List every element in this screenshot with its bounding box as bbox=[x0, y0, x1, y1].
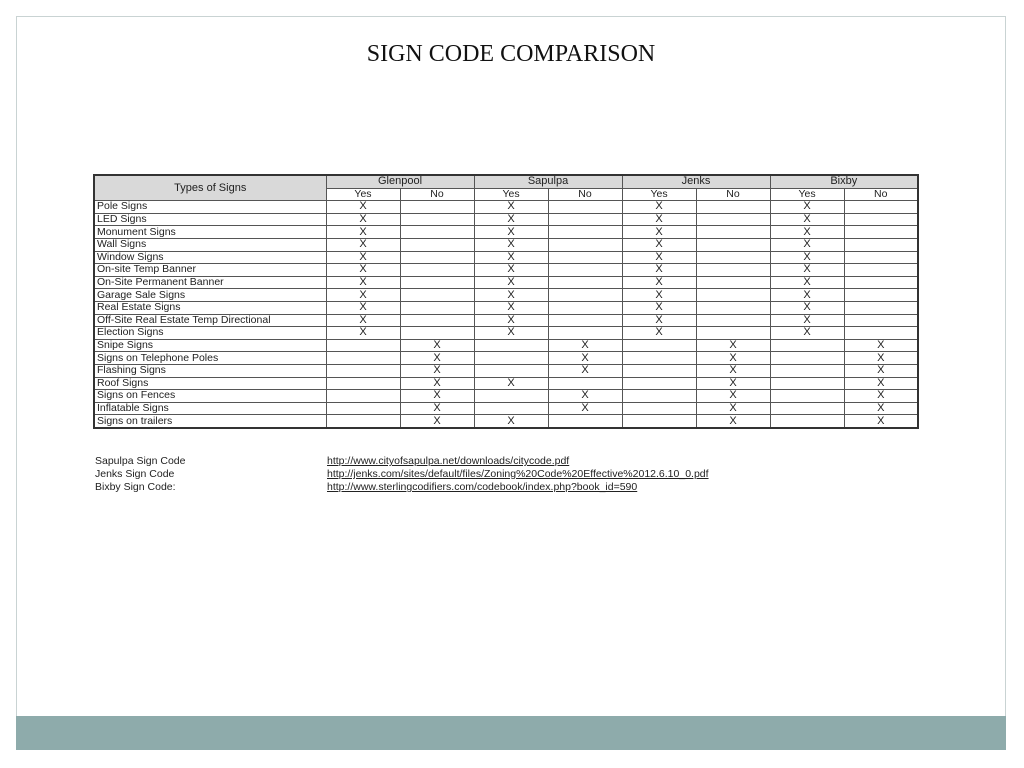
yes-mark-cell: X bbox=[770, 301, 844, 314]
no-mark-cell bbox=[400, 301, 474, 314]
no-mark-cell bbox=[844, 213, 918, 226]
yes-mark-cell bbox=[770, 390, 844, 403]
sign-type-label: Signs on Fences bbox=[94, 390, 326, 403]
table-row bbox=[94, 213, 918, 226]
yes-mark-cell: X bbox=[622, 238, 696, 251]
types-of-signs-header: Types of Signs bbox=[94, 175, 326, 201]
yes-mark-cell: X bbox=[622, 276, 696, 289]
city-header-sapulpa: Sapulpa bbox=[474, 175, 622, 188]
sign-type-label: Wall Signs bbox=[94, 238, 326, 251]
yes-header: Yes bbox=[622, 188, 696, 201]
sign-type-label: Roof Signs bbox=[94, 377, 326, 390]
sign-type-label: Real Estate Signs bbox=[94, 301, 326, 314]
sign-type-label: Monument Signs bbox=[94, 226, 326, 239]
yes-mark-cell bbox=[622, 415, 696, 428]
reference-label: Jenks Sign Code bbox=[95, 468, 175, 480]
yes-mark-cell: X bbox=[326, 314, 400, 327]
yes-mark-cell: X bbox=[474, 301, 548, 314]
yes-mark-cell: X bbox=[474, 264, 548, 277]
no-mark-cell bbox=[548, 415, 622, 428]
sign-type-label: Inflatable Signs bbox=[94, 402, 326, 415]
yes-mark-cell: X bbox=[474, 201, 548, 214]
yes-mark-cell bbox=[326, 339, 400, 352]
yes-header: Yes bbox=[770, 188, 844, 201]
yes-mark-cell: X bbox=[326, 226, 400, 239]
sign-type-label: Pole Signs bbox=[94, 201, 326, 214]
reference-row bbox=[95, 455, 795, 468]
sign-type-label: Garage Sale Signs bbox=[94, 289, 326, 302]
yes-mark-cell bbox=[770, 352, 844, 365]
no-mark-cell bbox=[844, 289, 918, 302]
yes-mark-cell bbox=[622, 364, 696, 377]
yes-mark-cell: X bbox=[770, 251, 844, 264]
sign-type-label: LED Signs bbox=[94, 213, 326, 226]
yes-mark-cell: X bbox=[474, 213, 548, 226]
no-mark-cell: X bbox=[400, 352, 474, 365]
yes-mark-cell: X bbox=[622, 226, 696, 239]
yes-mark-cell: X bbox=[770, 327, 844, 340]
yes-mark-cell: X bbox=[622, 251, 696, 264]
no-header: No bbox=[844, 188, 918, 201]
yes-mark-cell: X bbox=[622, 301, 696, 314]
table-row bbox=[94, 364, 918, 377]
footer-bar bbox=[16, 716, 1006, 750]
yes-header: Yes bbox=[474, 188, 548, 201]
no-mark-cell bbox=[696, 213, 770, 226]
no-mark-cell bbox=[696, 327, 770, 340]
sign-type-label: On-Site Permanent Banner bbox=[94, 276, 326, 289]
no-mark-cell bbox=[548, 238, 622, 251]
no-mark-cell: X bbox=[548, 364, 622, 377]
reference-label: Sapulpa Sign Code bbox=[95, 455, 186, 467]
table-row bbox=[94, 251, 918, 264]
no-mark-cell: X bbox=[548, 402, 622, 415]
no-mark-cell: X bbox=[844, 390, 918, 403]
no-mark-cell bbox=[844, 264, 918, 277]
no-mark-cell bbox=[844, 327, 918, 340]
yes-mark-cell bbox=[770, 339, 844, 352]
table-row bbox=[94, 289, 918, 302]
yes-mark-cell: X bbox=[474, 276, 548, 289]
table-row bbox=[94, 238, 918, 251]
no-mark-cell bbox=[696, 276, 770, 289]
sign-comparison-table bbox=[93, 174, 919, 429]
yes-mark-cell bbox=[326, 364, 400, 377]
table-row bbox=[94, 201, 918, 214]
yes-mark-cell bbox=[622, 339, 696, 352]
yes-mark-cell bbox=[622, 390, 696, 403]
no-header: No bbox=[548, 188, 622, 201]
reference-row bbox=[95, 481, 795, 494]
yes-mark-cell bbox=[326, 402, 400, 415]
no-mark-cell bbox=[548, 213, 622, 226]
no-mark-cell: X bbox=[696, 402, 770, 415]
sign-type-label: Snipe Signs bbox=[94, 339, 326, 352]
yes-mark-cell: X bbox=[326, 276, 400, 289]
no-mark-cell: X bbox=[548, 352, 622, 365]
yes-mark-cell: X bbox=[622, 201, 696, 214]
yes-mark-cell: X bbox=[326, 327, 400, 340]
yes-mark-cell bbox=[474, 339, 548, 352]
no-mark-cell bbox=[696, 264, 770, 277]
sign-type-label: Election Signs bbox=[94, 327, 326, 340]
no-mark-cell bbox=[548, 201, 622, 214]
no-mark-cell bbox=[548, 314, 622, 327]
yes-mark-cell: X bbox=[474, 226, 548, 239]
yes-mark-cell bbox=[474, 364, 548, 377]
no-mark-cell bbox=[400, 251, 474, 264]
yes-mark-cell bbox=[770, 402, 844, 415]
table-row bbox=[94, 301, 918, 314]
yes-mark-cell bbox=[326, 390, 400, 403]
yes-mark-cell: X bbox=[770, 226, 844, 239]
yes-mark-cell: X bbox=[474, 289, 548, 302]
city-header-glenpool: Glenpool bbox=[326, 175, 474, 188]
yes-mark-cell bbox=[770, 377, 844, 390]
no-mark-cell: X bbox=[696, 352, 770, 365]
yes-mark-cell: X bbox=[326, 238, 400, 251]
no-mark-cell bbox=[844, 301, 918, 314]
no-mark-cell: X bbox=[844, 415, 918, 428]
yes-mark-cell bbox=[622, 402, 696, 415]
no-mark-cell: X bbox=[844, 402, 918, 415]
no-mark-cell bbox=[548, 377, 622, 390]
yes-mark-cell: X bbox=[622, 314, 696, 327]
table-row bbox=[94, 276, 918, 289]
yes-mark-cell: X bbox=[326, 289, 400, 302]
no-mark-cell bbox=[844, 201, 918, 214]
table-row bbox=[94, 390, 918, 403]
table-row bbox=[94, 377, 918, 390]
no-mark-cell: X bbox=[844, 377, 918, 390]
yes-mark-cell bbox=[474, 402, 548, 415]
no-mark-cell bbox=[548, 289, 622, 302]
yes-mark-cell: X bbox=[326, 213, 400, 226]
yes-mark-cell bbox=[622, 377, 696, 390]
table-row bbox=[94, 415, 918, 428]
table-row bbox=[94, 352, 918, 365]
no-mark-cell: X bbox=[844, 352, 918, 365]
yes-mark-cell: X bbox=[770, 238, 844, 251]
slide bbox=[16, 16, 1006, 750]
slide-title: SIGN CODE COMPARISON bbox=[366, 41, 656, 67]
reference-row bbox=[95, 468, 795, 481]
yes-mark-cell: X bbox=[326, 264, 400, 277]
sign-type-label: On-site Temp Banner bbox=[94, 264, 326, 277]
table-row bbox=[94, 264, 918, 277]
sign-type-label: Window Signs bbox=[94, 251, 326, 264]
yes-mark-cell bbox=[474, 352, 548, 365]
yes-header: Yes bbox=[326, 188, 400, 201]
yes-mark-cell bbox=[326, 377, 400, 390]
no-mark-cell bbox=[400, 264, 474, 277]
yes-mark-cell: X bbox=[474, 415, 548, 428]
yes-mark-cell: X bbox=[622, 327, 696, 340]
no-mark-cell bbox=[400, 226, 474, 239]
yes-mark-cell: X bbox=[770, 276, 844, 289]
no-mark-cell: X bbox=[844, 339, 918, 352]
no-mark-cell: X bbox=[696, 364, 770, 377]
no-mark-cell bbox=[548, 327, 622, 340]
yes-mark-cell: X bbox=[474, 327, 548, 340]
table-row bbox=[94, 339, 918, 352]
yes-mark-cell bbox=[770, 364, 844, 377]
no-mark-cell bbox=[844, 251, 918, 264]
no-mark-cell bbox=[400, 276, 474, 289]
city-header-bixby: Bixby bbox=[770, 175, 918, 188]
yes-mark-cell bbox=[770, 415, 844, 428]
no-mark-cell: X bbox=[548, 390, 622, 403]
reference-link[interactable]: http://jenks.com/sites/default/files/Zoning%20Code%20Effective%2012.6.10_0.pdf bbox=[327, 468, 709, 480]
yes-mark-cell: X bbox=[770, 201, 844, 214]
no-mark-cell bbox=[548, 226, 622, 239]
no-mark-cell: X bbox=[400, 402, 474, 415]
reference-link[interactable]: http://www.cityofsapulpa.net/downloads/citycode.pdf bbox=[327, 455, 570, 467]
no-mark-cell bbox=[400, 201, 474, 214]
no-mark-cell: X bbox=[696, 390, 770, 403]
sign-code-references bbox=[95, 455, 795, 494]
city-header-row bbox=[94, 175, 918, 188]
no-mark-cell bbox=[844, 314, 918, 327]
no-mark-cell bbox=[548, 251, 622, 264]
sign-type-label: Flashing Signs bbox=[94, 364, 326, 377]
yes-mark-cell: X bbox=[326, 301, 400, 314]
yes-mark-cell: X bbox=[474, 377, 548, 390]
yes-mark-cell bbox=[474, 390, 548, 403]
no-mark-cell bbox=[696, 289, 770, 302]
no-mark-cell bbox=[696, 251, 770, 264]
yes-mark-cell: X bbox=[622, 264, 696, 277]
yes-mark-cell bbox=[622, 352, 696, 365]
reference-link[interactable]: http://www.sterlingcodifiers.com/codebook/index.php?book_id=590 bbox=[327, 481, 638, 493]
yes-mark-cell: X bbox=[622, 213, 696, 226]
city-header-jenks: Jenks bbox=[622, 175, 770, 188]
no-mark-cell: X bbox=[400, 390, 474, 403]
yes-mark-cell: X bbox=[474, 251, 548, 264]
yes-mark-cell: X bbox=[770, 289, 844, 302]
no-mark-cell bbox=[400, 238, 474, 251]
no-mark-cell: X bbox=[696, 377, 770, 390]
table-row bbox=[94, 314, 918, 327]
no-mark-cell: X bbox=[696, 339, 770, 352]
yes-mark-cell: X bbox=[770, 213, 844, 226]
no-mark-cell bbox=[548, 276, 622, 289]
no-mark-cell bbox=[844, 238, 918, 251]
no-mark-cell bbox=[400, 213, 474, 226]
no-mark-cell: X bbox=[400, 415, 474, 428]
sign-type-label: Signs on Telephone Poles bbox=[94, 352, 326, 365]
no-header: No bbox=[696, 188, 770, 201]
yes-mark-cell: X bbox=[622, 289, 696, 302]
no-mark-cell bbox=[696, 238, 770, 251]
no-mark-cell bbox=[548, 301, 622, 314]
sign-type-label: Off-Site Real Estate Temp Directional bbox=[94, 314, 326, 327]
no-mark-cell bbox=[696, 201, 770, 214]
no-header: No bbox=[400, 188, 474, 201]
no-mark-cell: X bbox=[696, 415, 770, 428]
yes-mark-cell bbox=[326, 352, 400, 365]
yes-mark-cell: X bbox=[474, 314, 548, 327]
no-mark-cell bbox=[844, 226, 918, 239]
no-mark-cell bbox=[400, 314, 474, 327]
yes-mark-cell: X bbox=[770, 314, 844, 327]
no-mark-cell: X bbox=[400, 377, 474, 390]
no-mark-cell bbox=[844, 276, 918, 289]
table-row bbox=[94, 327, 918, 340]
no-mark-cell bbox=[696, 226, 770, 239]
no-mark-cell: X bbox=[548, 339, 622, 352]
reference-label: Bixby Sign Code: bbox=[95, 481, 176, 493]
sign-type-label: Signs on trailers bbox=[94, 415, 326, 428]
no-mark-cell bbox=[548, 264, 622, 277]
table-row bbox=[94, 226, 918, 239]
no-mark-cell: X bbox=[844, 364, 918, 377]
yes-mark-cell: X bbox=[474, 238, 548, 251]
no-mark-cell bbox=[696, 301, 770, 314]
yes-mark-cell: X bbox=[770, 264, 844, 277]
no-mark-cell bbox=[696, 314, 770, 327]
yes-mark-cell bbox=[326, 415, 400, 428]
yes-mark-cell: X bbox=[326, 251, 400, 264]
no-mark-cell bbox=[400, 327, 474, 340]
no-mark-cell: X bbox=[400, 339, 474, 352]
no-mark-cell bbox=[400, 289, 474, 302]
yes-mark-cell: X bbox=[326, 201, 400, 214]
no-mark-cell: X bbox=[400, 364, 474, 377]
table-row bbox=[94, 402, 918, 415]
